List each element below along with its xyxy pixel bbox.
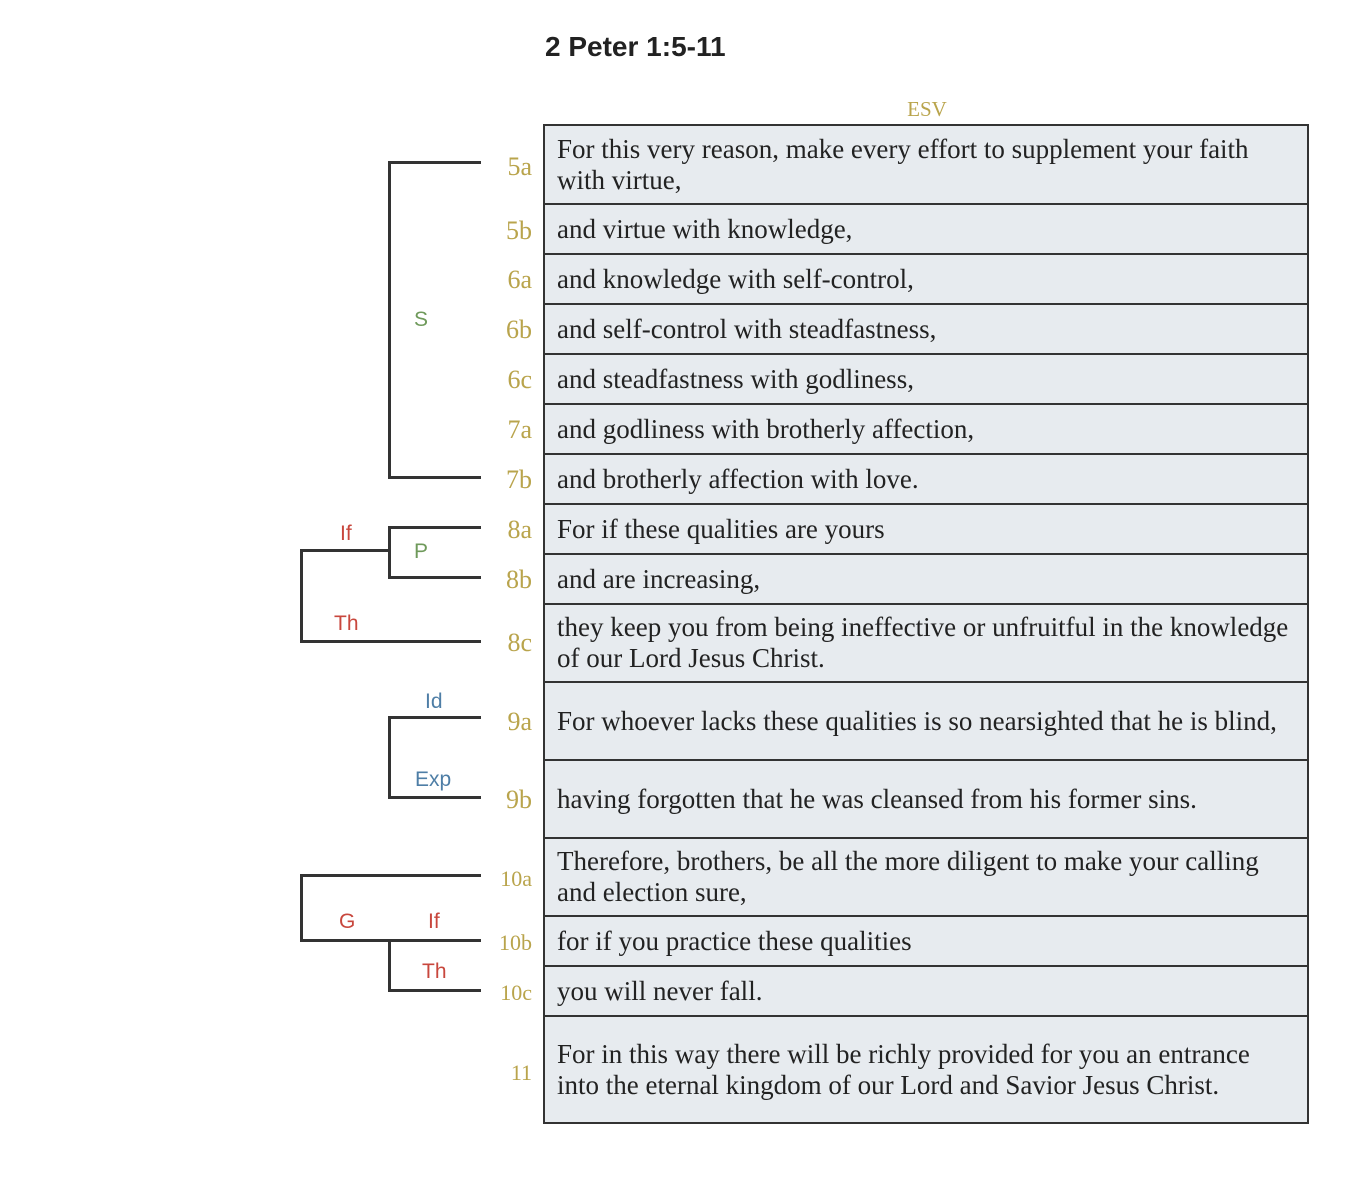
verse-row-7a [545,405,1307,455]
verse-ref-6c: 6c [507,365,532,394]
verse-ref-9b: 9b [506,785,532,814]
verse-text: they keep you from being ineffective or unfruitful in the knowledge of our Lord Jesus Christ. [557,612,1289,673]
verse-ref-6a: 6a [507,265,532,294]
verse-ref-8a: 8a [507,515,532,544]
verse-ref-7b: 7b [506,465,532,494]
page-title: 2 Peter 1:5-11 [545,31,726,62]
verse-row-5b [545,205,1307,255]
verse-ref-8c: 8c [507,628,532,657]
idea-label: Id [425,690,443,713]
verse-row-8c [545,605,1307,683]
then-label-10: Th [422,960,447,983]
verse-ref-6b: 6b [506,315,532,344]
version-label: ESV [907,97,947,121]
verse-text: for if you practice these qualities [557,925,912,956]
if-label-8: If [340,522,352,545]
verse-text: For if these qualities are yours [557,513,885,544]
explanation-label: Exp [415,768,452,791]
verse-ref-10a: 10a [500,866,532,891]
verse-text: For this very reason, make every effort to supplement your faith with virtue, [557,133,1249,195]
verse-ref-5b: 5b [506,216,532,245]
verse-ref-10b: 10b [499,930,532,955]
verse-text: and godliness with brotherly affection, [557,413,975,444]
verse-row-6b [545,305,1307,355]
verse-text: and steadfastness with godliness, [557,363,914,394]
verse-row-7b [545,455,1307,505]
verse-row-9a [545,683,1307,761]
if-label-10: If [428,910,440,933]
verse-ref-10c: 10c [500,980,532,1005]
verse-row-6a [545,255,1307,305]
series-label: S [414,308,429,331]
verse-text: having forgotten that he was cleansed from his former sins. [557,783,1197,814]
passage-table [543,124,1309,1124]
ground-label: G [339,910,356,933]
verse-ref-7a: 7a [507,415,532,444]
then-connector-8 [300,640,481,643]
progression-label: P [414,540,429,563]
verse-text: For in this way there will be richly provided for you an entrance into the eternal kingdom of our Lord and Savior Jesus Christ. [557,1038,1250,1100]
progression-bracket [388,526,481,579]
verse-text: and are increasing, [557,563,761,594]
verse-row-11 [545,1017,1307,1122]
verse-ref-9a: 9a [507,707,532,736]
verse-ref-5a: 5a [507,152,532,181]
verse-row-5a [545,126,1307,205]
verse-text: and brotherly affection with love. [557,463,919,494]
verse-text: and virtue with knowledge, [557,213,853,244]
verse-text: Therefore, brothers, be all the more diligent to make your calling and election sure, [557,846,1259,907]
verse-row-10b [545,917,1307,967]
series-bracket [388,161,481,479]
then-label-8: Th [334,612,359,635]
verse-row-10a [545,839,1307,917]
verse-text: and knowledge with self-control, [557,263,914,294]
verse-text: and self-control with steadfastness, [557,313,937,344]
verse-text: you will never fall. [557,975,763,1006]
verse-text: For whoever lacks these qualities is so nearsighted that he is blind, [557,705,1277,736]
verse-row-8a [545,505,1307,555]
verse-row-6c [545,355,1307,405]
verse-ref-8b: 8b [506,565,532,594]
verse-row-10c [545,967,1307,1017]
verse-row-9b [545,761,1307,839]
verse-ref-11: 11 [510,1060,532,1085]
verse-row-8b [545,555,1307,605]
ground-bracket [300,874,481,942]
